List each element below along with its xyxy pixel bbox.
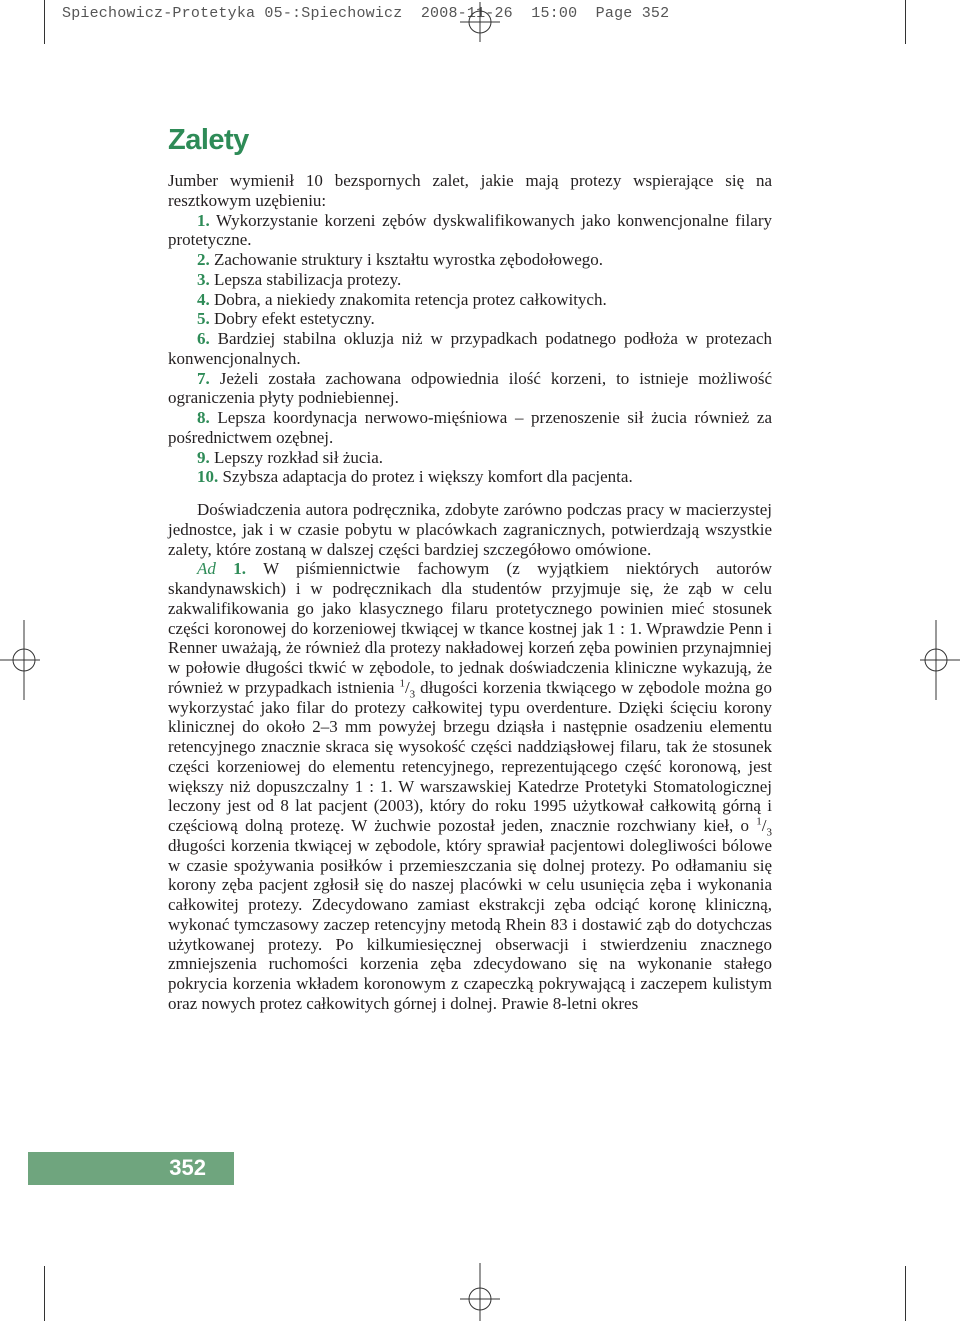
advantage-number: 3. [197, 269, 210, 289]
advantage-item [168, 309, 772, 329]
advantage-number: 7. [197, 368, 210, 388]
crop-mark-bottom-left [44, 1266, 45, 1321]
advantage-number: 10. [197, 467, 219, 487]
advantage-number: 4. [197, 289, 210, 309]
registration-mark-icon [0, 620, 40, 700]
crop-mark-bottom-right [905, 1266, 906, 1321]
fraction-numerator: 1 [399, 677, 405, 690]
advantage-text: Dobra, a niekiedy znakomita retencja protez całkowitych. [214, 289, 607, 309]
advantage-text: Wykorzystanie korzeni zębów dyskwalifikowanych jako konwencjonalne filary protetyczne. [168, 210, 772, 250]
advantage-item [168, 211, 772, 251]
ad1-text-part2: długości korzenia tkwiącego w zębodole można go wykorzystać jako filar do protezy całkowitej typu overdenture. Dzięki ścięciu korony klinicznej do około 2–3 mm powyżej brzegu dziąsła i następnie osadzeniu elementu retencyjnego znacznie skraca się wysokość części naddziąsłowej filaru, tak że stosunek części korzeniowej do elementu retencyjnego, reprezentującego część koronową, jest większy niż dopuszczalny 1 : 1. W warszawskiej Katedrze Protetyki Stomatologicznej leczony jest od 8 lat pacjent (2003), który do roku 1995 użytkował całkowitą górną i częściową dolną protezę. W żuchwie pozostał jeden, znacznie rozchwiany kieł, o [168, 677, 773, 835]
advantage-text: Jeżeli została zachowana odpowiednia ilość korzeni, to istnieje możliwość ograniczenia płyty podniebiennej. [168, 368, 772, 408]
advantage-item [168, 290, 772, 310]
advantage-item [168, 369, 772, 409]
advantage-item [168, 329, 772, 369]
advantage-number: 8. [197, 408, 210, 427]
experience-paragraph: Doświadczenia autora podręcznika, zdobyte zarówno podczas pracy w macierzystej jednostce, jak i w czasie pobytu w placówkach zagranicznych, potwierdzają wszystkie zalety, które zostaną w dalszej części bardziej szczegółowo omówione. [168, 500, 772, 559]
advantage-item [168, 448, 772, 468]
advantage-text: Zachowanie struktury i kształtu wyrostka zębodołowego. [214, 250, 604, 269]
ad1-text-part1: W piśmiennictwie fachowym (z wyjątkiem niektórych autorów skandynawskich) i w podręcznikach dla studentów przyjmuje się, że ząb w celu zakwalifikowania go jako klasycznego filaru protetycznego powinien mieć stosunek części koronowej do korzeniowej tkwiącej w tkance kostnej jak 1 : 1. Wprawdzie Penn i Renner uważają, że również dla protezy nakładowej korzeń zęba powinien przynajmniej w połowie długości tkwić w zębodole, to jednak doświadczenia kliniczne wykazują, że również w przypadkach istnienia [168, 559, 772, 697]
advantage-text: Lepszy rozkład sił żucia. [214, 447, 383, 467]
advantage-item [168, 408, 772, 448]
fraction-denominator: 3 [766, 826, 773, 839]
advantage-text: Szybsza adaptacja do protez i większy komfort dla pacjenta. [222, 467, 633, 487]
advantage-item [168, 270, 772, 290]
page-content [168, 171, 772, 1014]
advantage-number: 6. [197, 329, 210, 348]
ad1-text-part3: długości korzenia tkwiącej w zębodole, który sprawiał pacjentowi dolegliwości bólowe w czasie spożywania posiłków i przemieszczania się dolnej protezy. Po odłamaniu się korony zęba pacjent zgłosił się do naszej placówki w celu usunięcia zęba i wykonania całkowitej protezy. Zdecydowano zamiast ekstrakcji zęba odciąć koronę kliniczną, wykonać tymczasowy zaczep retencyjny metodą Rhein 83 i dostawić ząb do dotychczas użytkowanej protezy. Po kilkumiesięcznej obserwacji i stwierdzeniu znacznego zmniejszenia ruchomości korzenia zęba zdecydowano się na wykonanie stałego pokrycia korzenia wkładem koronowym z czapeczką pokrywającą i zaczepem kulistym oraz nowych protez całkowitych górnej i dolnej. Prawie 8-letni okres [168, 835, 772, 1013]
advantage-item [168, 250, 772, 270]
advantage-number: 2. [197, 250, 210, 269]
registration-mark-icon [460, 1263, 500, 1321]
advantage-text: Lepsza koordynacja nerwowo-mięśniowa – przenoszenie sił żucia również za pośrednictwem ozębnej. [168, 408, 772, 447]
advantage-number: 1. [197, 210, 210, 230]
advantage-item [168, 467, 772, 487]
ad-reference-label: Ad [197, 559, 216, 579]
advantage-number: 9. [197, 447, 210, 467]
ad-reference-number: 1. [233, 559, 247, 579]
registration-mark-icon [920, 620, 960, 700]
advantage-text: Bardziej stabilna okluzja niż w przypadkach podatnego podłoża w protezach konwencjonalnych. [168, 329, 772, 368]
crop-mark-top-left [44, 0, 45, 44]
advantage-number: 5. [197, 309, 210, 329]
intro-paragraph: Jumber wymienił 10 bezspornych zalet, jakie mają protezy wspierające się na resztkowym uzębieniu: [168, 171, 772, 210]
advantages-list [168, 211, 772, 488]
registration-mark-icon [460, 2, 500, 42]
fraction-denominator: 3 [409, 688, 416, 701]
page-number: 352 [169, 1155, 206, 1180]
page-number-bar [28, 1152, 234, 1185]
print-slug: Spiechowicz-Protetyka 05-:Spiechowicz 2008-11-26 15:00 Page 352 [62, 5, 670, 22]
advantage-text: Lepsza stabilizacja protezy. [214, 269, 402, 289]
fraction-numerator: 1 [756, 815, 762, 828]
advantage-text: Dobry efekt estetyczny. [214, 309, 375, 329]
ad1-paragraph: Ad 1. W piśmiennictwie fachowym (z wyjątkiem niektórych autorów skandynawskich) i w podręcznikach dla studentów przyjmuje się, że ząb w celu zakwalifikowania go jako klasycznego filaru protetycznego powinien mieć stosunek części koronowej do korzeniowej tkwiącej w tkance kostnej jak 1 : 1. Wprawdzie Penn i Renner uważają, że również dla protezy nakładowej korzeń zęba powinien przynajmniej w połowie długości tkwić w zębodole, to jednak doświadczenia kliniczne wykazują, że również w przypadkach istnienia $^1/_3$ długości korzenia tkwiącego w zębodole można go wykorzystać jako filar do protezy całkowitej typu overdenture. Dzięki ścięciu korony klinicznej do około 2–3 mm powyżej brzegu dziąsła i następnie osadzeniu elementu retencyjnego znacznie skraca się wysokość części naddziąsłowej filaru, tak że stosunek części korzeniowej do elementu retencyjnego, reprezentującego część koronową, jest większy niż dopuszczalny 1 : 1. W warszawskiej Katedrze Protetyki Stomatologicznej leczony jest od 8 lat pacjent (2003), który do roku 1995 użytkował całkowitą górną i częściową dolną protezę. W żuchwie pozostał jeden, znacznie rozchwiany kieł, o $^1/_3$ długości korzenia tkwiącej w zębodole, który sprawiał pacjentowi dolegliwości bólowe w czasie spożywania posiłków i przemieszczania się dolnej protezy. Po odłamaniu się korony zęba pacjent zgłosił się do naszej placówki w celu usunięcia zęba i wykonania całkowitej protezy. Zdecydowano zamiast ekstrakcji zęba odciąć koronę kliniczną, wykonać tymczasowy zaczep retencyjny metodą Rhein 83 i dostawić ząb do dotychczas użytkowanej protezy. Po kilkumiesięcznej obserwacji i stwierdzeniu znacznego zmniejszenia ruchomości korzenia zęba zdecydowano się na wykonanie stałego pokrycia korzenia wkładem koronowym z czapeczką pokrywającą i zaczepem kulistym oraz nowych protez całkowitych górnej i dolnej. Prawie 8-letni okres [168, 559, 773, 1013]
section-heading: Zalety [168, 124, 249, 156]
crop-mark-top-right [905, 0, 906, 44]
